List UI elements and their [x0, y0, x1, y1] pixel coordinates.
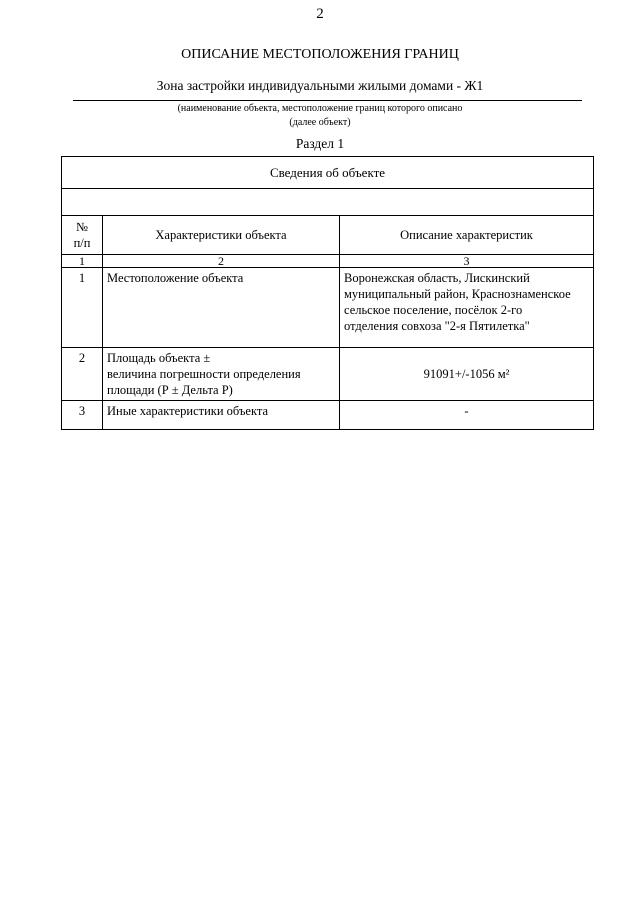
table-row	[62, 348, 594, 401]
zone-name: Зона застройки индивидуальными жилыми домами - Ж1	[156, 78, 484, 93]
document-title: ОПИСАНИЕ МЕСТОПОЛОЖЕНИЯ ГРАНИЦ	[181, 47, 459, 62]
table-title: Сведения об объекте	[62, 157, 594, 189]
page-number: 2	[316, 6, 324, 22]
row-description	[340, 268, 594, 348]
section-heading: Раздел 1	[295, 136, 345, 151]
row-characteristic: Иные характеристики объекта	[103, 401, 340, 430]
column-number: 3	[340, 255, 594, 268]
header-number	[62, 216, 103, 255]
underline-rule	[73, 100, 582, 101]
row-number: 1	[62, 268, 103, 348]
object-info-table	[61, 156, 594, 430]
characteristic-line: площади (Р ± Дельта Р)	[107, 383, 233, 397]
characteristic-line: Площадь объекта ±	[107, 351, 211, 365]
caption-line-1: (наименование объекта, местоположение границ которого описано	[177, 103, 463, 114]
description-line: Воронежская область, Лискинский	[344, 271, 530, 285]
column-number-row	[62, 255, 594, 268]
table-row	[62, 268, 594, 348]
object-caption	[0, 102, 640, 130]
characteristic-line: величина погрешности определения	[107, 367, 301, 381]
row-number: 2	[62, 348, 103, 401]
table-header-row	[62, 216, 594, 255]
header-number-line-2: п/п	[73, 236, 91, 250]
row-number: 3	[62, 401, 103, 430]
row-description: 91091+/-1056 м²	[340, 348, 594, 401]
table-spacer-row	[62, 189, 594, 216]
description-line: отделения совхоза "2-я Пятилетка"	[344, 319, 530, 333]
column-number: 2	[103, 255, 340, 268]
caption-line-2: (далее объект)	[289, 117, 351, 128]
row-description: -	[340, 401, 594, 430]
description-line: сельское поселение, посёлок 2-го	[344, 303, 523, 317]
table-row	[62, 401, 594, 430]
row-characteristic: Местоположение объекта	[103, 268, 340, 348]
row-characteristic	[103, 348, 340, 401]
header-number-line-1: №	[76, 220, 88, 234]
column-number: 1	[62, 255, 103, 268]
description-line: муниципальный район, Краснознаменское	[344, 287, 571, 301]
header-description: Описание характеристик	[340, 216, 594, 255]
header-characteristics: Характеристики объекта	[103, 216, 340, 255]
